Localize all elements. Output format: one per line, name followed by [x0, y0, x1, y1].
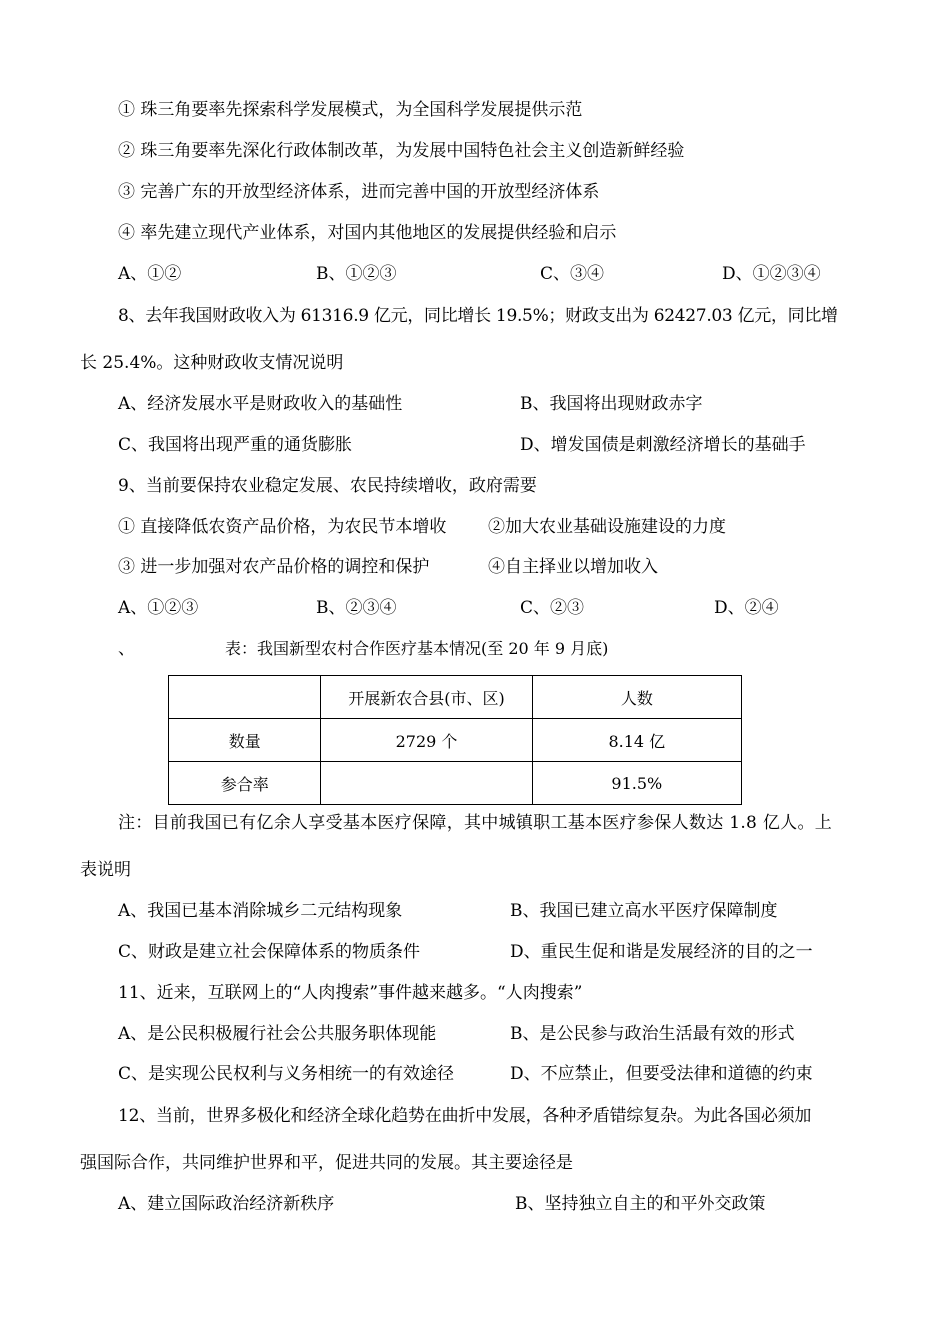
table-cell	[321, 762, 532, 805]
q7-option-c: C、③④	[540, 264, 605, 284]
q8-option-c: C、我国将出现严重的通货膨胀	[118, 435, 353, 455]
q10-option-c: C、财政是建立社会保障体系的物质条件	[118, 942, 421, 962]
q12-option-b: B、坚持独立自主的和平外交政策	[515, 1194, 766, 1214]
q8-option-d: D、增发国债是刺激经济增长的基础手	[520, 435, 806, 455]
table-cell: 91.5%	[532, 762, 741, 805]
q7-item-3: ③ 完善广东的开放型经济体系，进而完善中国的开放型经济体系	[118, 182, 600, 202]
q12-stem-line1: 12、当前，世界多极化和经济全球化趋势在曲折中发展，各种矛盾错综复杂。为此各国必须加	[118, 1106, 812, 1126]
table-header-cell: 开展新农合县(市、区)	[321, 676, 532, 719]
q10-option-a: A、我国已基本消除城乡二元结构现象	[118, 901, 403, 921]
table-cell: 数量	[169, 719, 321, 762]
q10-option-d: D、重民生促和谐是发展经济的目的之一	[510, 942, 813, 962]
q9-option-d: D、②④	[714, 598, 779, 618]
q7-option-d: D、①②③④	[722, 264, 821, 284]
q11-option-c: C、是实现公民权利与义务相统一的有效途径	[118, 1064, 455, 1084]
q9-option-b: B、②③④	[316, 598, 397, 618]
q8-option-b: B、我国将出现财政赤字	[520, 394, 703, 414]
q7-item-4: ④ 率先建立现代产业体系，对国内其他地区的发展提供经验和启示	[118, 223, 617, 243]
table-row	[169, 762, 742, 805]
q8-stem-line1: 8、去年我国财政收入为 61316.9 亿元，同比增长 19.5%；财政支出为 62427.03 亿元，同比增	[118, 306, 838, 326]
table-header-row	[169, 676, 742, 719]
table-note-line2: 表说明	[80, 860, 131, 880]
medical-cooperation-table	[168, 675, 742, 805]
table-row	[169, 719, 742, 762]
table-cell: 8.14 亿	[532, 719, 741, 762]
q9-item-2: ②加大农业基础设施建设的力度	[488, 517, 726, 537]
q8-stem-line2: 长 25.4%。这种财政收支情况说明	[80, 353, 344, 373]
q11-stem: 11、近来，互联网上的“人肉搜索”事件越来越多。“人肉搜索”	[118, 983, 583, 1003]
q9-option-a: A、①②③	[118, 598, 199, 618]
table-note-line1: 注：目前我国已有亿余人享受基本医疗保障，其中城镇职工基本医疗参保人数达 1.8 亿人。上	[118, 813, 833, 833]
q11-option-d: D、不应禁止，但要受法律和道德的约束	[510, 1064, 813, 1084]
table-cell: 参合率	[169, 762, 321, 805]
q8-option-a: A、经济发展水平是财政收入的基础性	[118, 394, 403, 414]
q12-stem-line2: 强国际合作，共同维护世界和平，促进共同的发展。其主要途径是	[80, 1153, 573, 1173]
q9-option-c: C、②③	[520, 598, 585, 618]
q10-number: 、	[118, 639, 135, 659]
q9-item-1: ① 直接降低农资产品价格，为农民节本增收	[118, 517, 447, 537]
table-header-cell: 人数	[532, 676, 741, 719]
q9-item-4: ④自主择业以增加收入	[488, 557, 658, 577]
q12-option-a: A、建立国际政治经济新秩序	[118, 1194, 335, 1214]
q10-option-b: B、我国已建立高水平医疗保障制度	[510, 901, 778, 921]
table-caption: 表：我国新型农村合作医疗基本情况(至 20 年 9 月底)	[225, 639, 609, 658]
q7-item-1: ① 珠三角要率先探索科学发展模式，为全国科学发展提供示范	[118, 100, 583, 120]
q11-option-b: B、是公民参与政治生活最有效的形式	[510, 1024, 795, 1044]
q9-stem: 9、当前要保持农业稳定发展、农民持续增收，政府需要	[118, 476, 537, 496]
q9-item-3: ③ 进一步加强对农产品价格的调控和保护	[118, 557, 430, 577]
table-header-cell	[169, 676, 321, 719]
table-cell: 2729 个	[321, 719, 532, 762]
q11-option-a: A、是公民积极履行社会公共服务职体现能	[118, 1024, 437, 1044]
q7-option-a: A、①②	[118, 264, 182, 284]
q7-option-b: B、①②③	[316, 264, 397, 284]
q7-item-2: ② 珠三角要率先深化行政体制改革，为发展中国特色社会主义创造新鲜经验	[118, 141, 685, 161]
